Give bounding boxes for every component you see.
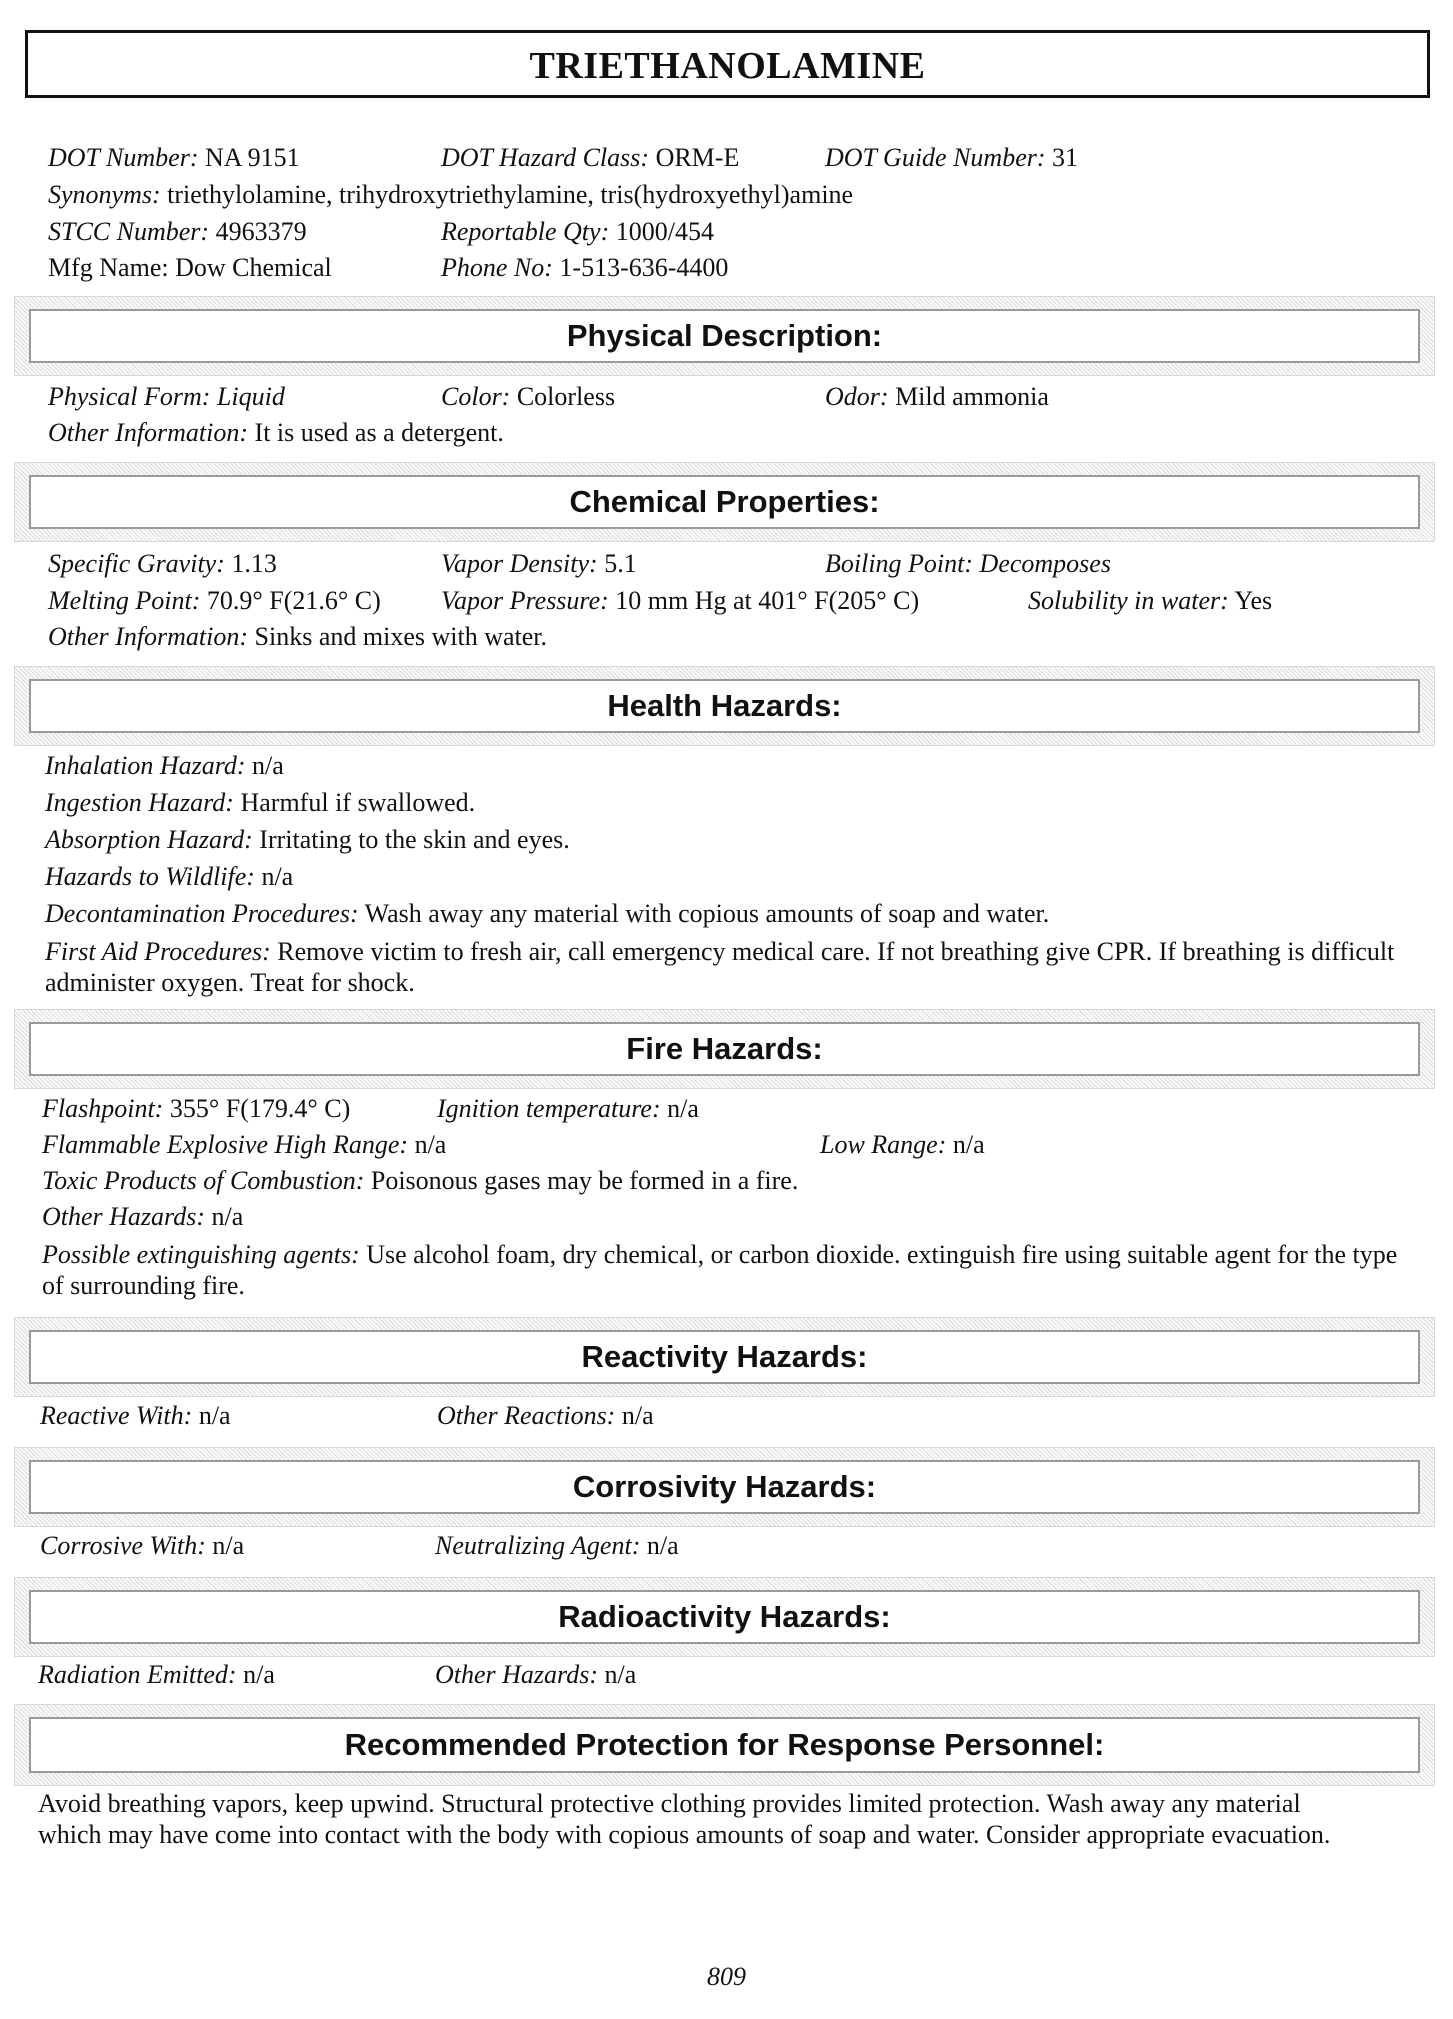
header-panel	[29, 1717, 1420, 1773]
solubility-value: Yes	[1234, 586, 1273, 615]
physical-other-label: Other Information:	[48, 418, 249, 447]
chemical-other-information	[48, 622, 547, 652]
specific-gravity-label: Specific Gravity:	[48, 549, 225, 578]
solubility-label: Solubility in water:	[1028, 586, 1229, 615]
physical-form	[48, 382, 285, 412]
section-title: Fire Hazards:	[626, 1031, 823, 1066]
chemical-other-label: Other Information:	[48, 622, 249, 651]
neutralizing-agent-label: Neutralizing Agent:	[435, 1531, 641, 1560]
dot-guide-number	[825, 143, 1078, 173]
dot-guide-number-value: 31	[1052, 143, 1079, 172]
chemical-properties-header	[14, 462, 1435, 542]
ingestion-hazard	[45, 788, 475, 818]
reactive-with-value: n/a	[198, 1401, 231, 1430]
low-range-value: n/a	[952, 1130, 985, 1159]
header-panel	[29, 1460, 1420, 1514]
low-range-label: Low Range:	[820, 1130, 947, 1159]
mfg-name-label: Mfg Name:	[48, 253, 169, 282]
reportable-qty-label: Reportable Qty:	[441, 217, 610, 246]
dot-hazard-class	[441, 143, 739, 173]
fire-hazards-header	[14, 1009, 1435, 1089]
fire-other-hazards-label: Other Hazards:	[42, 1202, 205, 1231]
header-panel	[29, 679, 1420, 733]
odor-label: Odor:	[825, 382, 889, 411]
section-title: Corrosivity Hazards:	[572, 1469, 877, 1504]
color	[441, 382, 615, 412]
neutralizing-agent	[435, 1531, 679, 1561]
radioactivity-hazards-header	[14, 1577, 1435, 1657]
dot-number-value: NA 9151	[204, 143, 300, 172]
hazards-to-wildlife	[45, 862, 293, 892]
reportable-qty-value: 1000/454	[615, 217, 714, 246]
ignition-temperature-label: Ignition temperature:	[437, 1094, 661, 1123]
mfg-name	[48, 253, 332, 283]
specific-gravity-value: 1.13	[231, 549, 277, 578]
decontamination-value: Wash away any material with copious amounts of soap and water.	[364, 899, 1050, 928]
flashpoint	[42, 1094, 350, 1124]
absorption-hazard-label: Absorption Hazard:	[45, 825, 253, 854]
section-title: Physical Description:	[566, 318, 883, 353]
solubility-in-water	[1028, 586, 1272, 616]
stcc-number-value: 4963379	[215, 217, 307, 246]
absorption-hazard-value: Irritating to the skin and eyes.	[259, 825, 570, 854]
header-panel	[29, 1330, 1420, 1384]
synonyms-value: triethylolamine, trihydroxytriethylamine, tris(hydroxyethyl)amine	[167, 180, 854, 209]
odor	[825, 382, 1049, 412]
boiling-point-label: Boiling Point:	[825, 549, 974, 578]
mfg-name-value: Dow Chemical	[175, 253, 332, 282]
corrosive-with-value: n/a	[212, 1531, 245, 1560]
synonyms	[48, 180, 853, 210]
first-aid-label: First Aid Procedures:	[45, 937, 271, 966]
other-reactions	[437, 1401, 654, 1431]
physical-other-information	[48, 418, 504, 448]
flashpoint-value: 355° F(179.4° C)	[169, 1094, 351, 1123]
absorption-hazard	[45, 825, 570, 855]
header-panel	[29, 309, 1420, 363]
toxic-products-value: Poisonous gases may be formed in a fire.	[370, 1166, 799, 1195]
specific-gravity	[48, 549, 277, 579]
reportable-qty	[441, 217, 714, 247]
first-aid-value: Remove victim to fresh air, call emergency medical care. If not breathing give CPR. If breathing is difficult administer oxygen. Treat for shock.	[45, 937, 1395, 997]
stcc-number	[48, 217, 307, 247]
phone-number	[441, 253, 728, 283]
vapor-density-value: 5.1	[604, 549, 637, 578]
wildlife-label: Hazards to Wildlife:	[45, 862, 255, 891]
vapor-pressure-label: Vapor Pressure:	[441, 586, 609, 615]
other-reactions-value: n/a	[621, 1401, 654, 1430]
melting-point-label: Melting Point:	[48, 586, 201, 615]
high-range-value: n/a	[414, 1130, 447, 1159]
boiling-point-value: Decomposes	[979, 549, 1111, 578]
page-number: 809	[707, 1962, 746, 1991]
stcc-number-label: STCC Number:	[48, 217, 210, 246]
flammable-high-range	[42, 1130, 446, 1160]
section-title: Chemical Properties:	[569, 484, 880, 519]
first-aid-procedures	[45, 936, 1415, 998]
radioactivity-other-hazards	[435, 1660, 636, 1690]
synonyms-label: Synonyms:	[48, 180, 161, 209]
section-title: Recommended Protection for Response Personnel:	[344, 1727, 1105, 1762]
inhalation-hazard	[45, 751, 284, 781]
melting-point-value: 70.9° F(21.6° C)	[206, 586, 381, 615]
health-hazards-header	[14, 666, 1435, 746]
header-panel	[29, 475, 1420, 529]
vapor-pressure	[441, 586, 919, 616]
fire-other-hazards-value: n/a	[211, 1202, 244, 1231]
corrosive-with	[40, 1531, 244, 1561]
section-title: Health Hazards:	[607, 688, 842, 723]
physical-description-header	[14, 296, 1435, 376]
ingestion-hazard-value: Harmful if swallowed.	[240, 788, 476, 817]
toxic-products-of-combustion	[42, 1166, 798, 1196]
extinguishing-agents-value: Use alcohol foam, dry chemical, or carbon dioxide. extinguish fire using suitable agent for the type of surrounding fire.	[42, 1240, 1398, 1300]
section-title: Radioactivity Hazards:	[558, 1599, 891, 1634]
boiling-point	[825, 549, 1111, 579]
inhalation-hazard-value: n/a	[252, 751, 284, 780]
ignition-temperature	[437, 1094, 699, 1124]
wildlife-value: n/a	[261, 862, 294, 891]
radiation-emitted	[38, 1660, 275, 1690]
physical-form-value: Liquid	[216, 382, 285, 411]
reactive-with	[40, 1401, 231, 1431]
toxic-products-label: Toxic Products of Combustion:	[42, 1166, 365, 1195]
melting-point	[48, 586, 381, 616]
title-box	[25, 30, 1430, 98]
physical-other-value: It is used as a detergent.	[254, 418, 504, 447]
decontamination-procedures	[45, 899, 1049, 929]
recommended-protection-header	[14, 1704, 1435, 1786]
dot-number-label: DOT Number:	[48, 143, 199, 172]
vapor-density-label: Vapor Density:	[441, 549, 598, 578]
color-label: Color:	[441, 382, 511, 411]
dot-guide-number-label: DOT Guide Number:	[825, 143, 1046, 172]
fire-other-hazards	[42, 1202, 243, 1232]
recommended-protection-text: Avoid breathing vapors, keep upwind. Structural protective clothing provides limited protection. Wash away any material which may have come into contact with the body with copious amounts of soap and water. Consider appropriate evacuation.	[38, 1789, 1331, 1849]
inhalation-hazard-label: Inhalation Hazard:	[45, 751, 246, 780]
corrosive-with-label: Corrosive With:	[40, 1531, 206, 1560]
dot-hazard-class-label: DOT Hazard Class:	[441, 143, 650, 172]
neutralizing-agent-value: n/a	[646, 1531, 679, 1560]
section-title: Reactivity Hazards:	[581, 1339, 868, 1374]
odor-value: Mild ammonia	[895, 382, 1049, 411]
flashpoint-label: Flashpoint:	[42, 1094, 164, 1123]
vapor-pressure-value: 10 mm Hg at 401° F(205° C)	[615, 586, 920, 615]
radiation-emitted-label: Radiation Emitted:	[38, 1660, 237, 1689]
low-range	[820, 1130, 985, 1160]
decontamination-label: Decontamination Procedures:	[45, 899, 359, 928]
other-reactions-label: Other Reactions:	[437, 1401, 616, 1430]
chemical-other-value: Sinks and mixes with water.	[254, 622, 548, 651]
radioactivity-other-label: Other Hazards:	[435, 1660, 598, 1689]
ignition-temperature-value: n/a	[667, 1094, 699, 1123]
physical-form-label: Physical Form:	[48, 382, 211, 411]
high-range-label: Flammable Explosive High Range:	[42, 1130, 409, 1159]
extinguishing-agents-label: Possible extinguishing agents:	[42, 1240, 360, 1269]
phone-number-value: 1-513-636-4400	[559, 253, 729, 282]
header-panel	[29, 1590, 1420, 1644]
document-title: TRIETHANOLAMINE	[529, 45, 926, 87]
vapor-density	[441, 549, 637, 579]
color-value: Colorless	[516, 382, 616, 411]
reactive-with-label: Reactive With:	[40, 1401, 193, 1430]
phone-number-label: Phone No:	[441, 253, 553, 282]
dot-number	[48, 143, 300, 173]
ingestion-hazard-label: Ingestion Hazard:	[45, 788, 234, 817]
extinguishing-agents	[42, 1239, 1417, 1301]
reactivity-hazards-header	[14, 1317, 1435, 1397]
dot-hazard-class-value: ORM-E	[655, 143, 740, 172]
header-panel	[29, 1022, 1420, 1076]
corrosivity-hazards-header	[14, 1447, 1435, 1527]
radioactivity-other-value: n/a	[604, 1660, 637, 1689]
radiation-emitted-value: n/a	[243, 1660, 275, 1689]
